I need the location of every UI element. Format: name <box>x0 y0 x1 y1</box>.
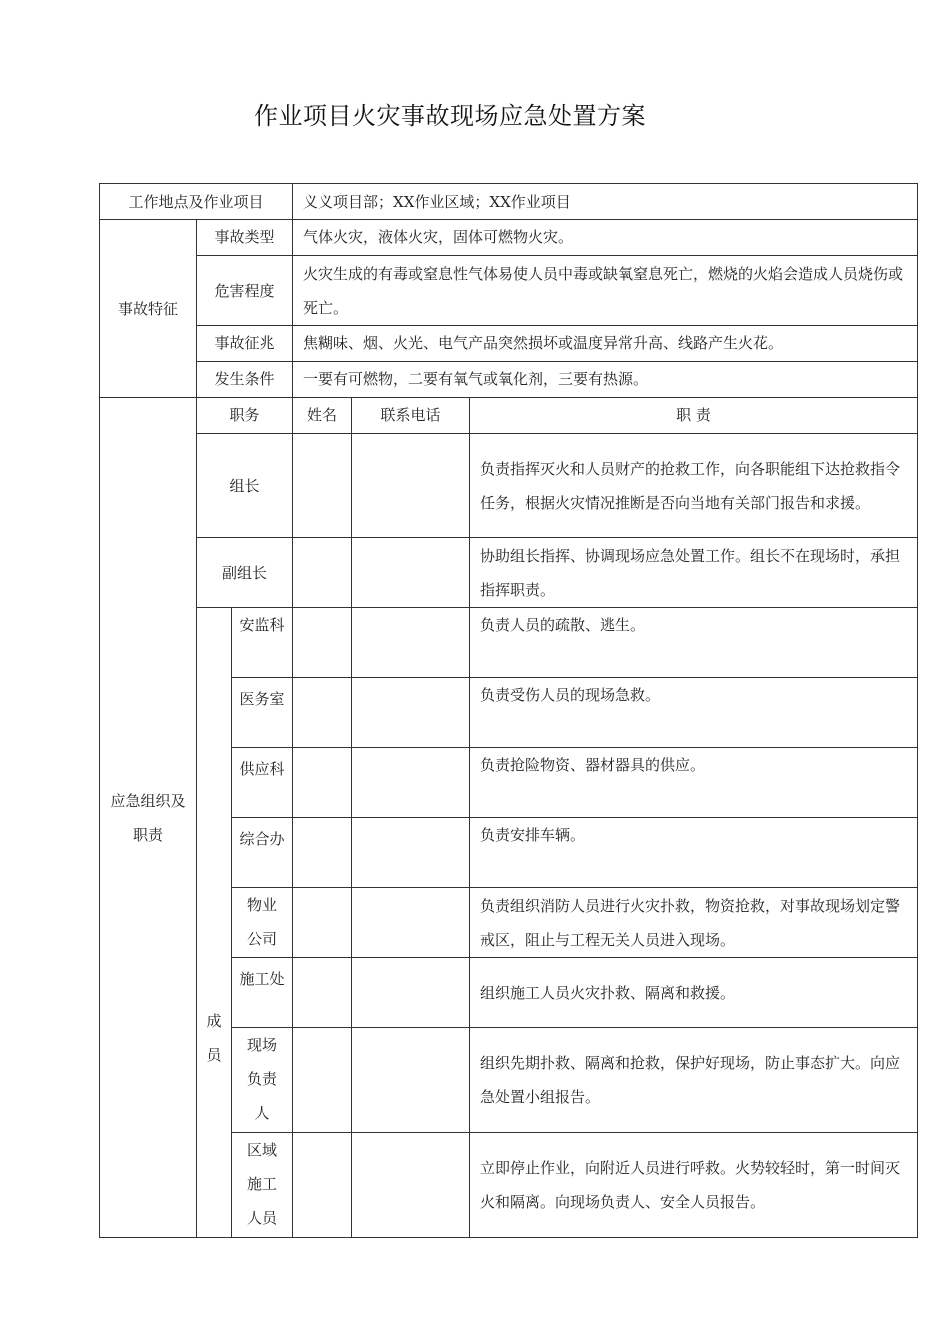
header-phone: 联系电话 <box>352 398 470 434</box>
header-name: 姓名 <box>293 398 352 434</box>
conditions-label: 发生条件 <box>197 362 293 398</box>
member-role: 综合办 <box>232 818 293 888</box>
member-role-line: 物业 <box>247 896 278 914</box>
member-role: 医务室 <box>232 678 293 748</box>
accident-signs-value: 焦糊味、烟、火光、电气产品突然损坏或温度异常升高、线路产生火花。 <box>293 326 918 362</box>
leader-phone-cell <box>352 434 470 538</box>
accident-row <box>100 220 918 256</box>
member-duty: 负责组织消防人员进行火灾扑救，物资抢救，对事故现场划定警戒区，阻止与工程无关人员进入现场。 <box>470 888 918 958</box>
emergency-plan-table <box>99 183 918 1238</box>
leader-duty: 负责指挥灭火和人员财产的抢救工作，向各职能组下达抢救指令任务，根据火灾情况推断是否向当地有关部门报告和求援。 <box>470 434 918 538</box>
member-name-cell <box>293 1133 352 1238</box>
deputy-role: 副组长 <box>197 538 293 608</box>
member-role-line: 区域 <box>247 1141 278 1159</box>
member-phone-cell <box>352 818 470 888</box>
member-phone-cell <box>352 1028 470 1133</box>
location-label: 工作地点及作业项目 <box>100 184 293 220</box>
org-label-line1: 应急组织及 <box>110 791 186 810</box>
member-phone-cell <box>352 888 470 958</box>
member-role: 供应科 <box>232 748 293 818</box>
member-phone-cell <box>352 748 470 818</box>
member-role-line: 人员 <box>247 1209 278 1227</box>
member-duty: 负责受伤人员的现场急救。 <box>470 678 918 748</box>
conditions-value: 一要有可燃物，二要有氧气或氧化剂，三要有热源。 <box>293 362 918 398</box>
deputy-phone-cell <box>352 538 470 608</box>
member-name-cell <box>293 888 352 958</box>
accident-row <box>100 326 918 362</box>
member-name-cell <box>293 1028 352 1133</box>
deputy-name-cell <box>293 538 352 608</box>
members-label-char: 员 <box>206 1045 222 1064</box>
member-role <box>232 888 293 958</box>
member-role <box>232 1028 293 1133</box>
member-role: 施工处 <box>232 958 293 1028</box>
leader-row <box>100 434 918 538</box>
member-role-line: 施工 <box>247 1175 278 1193</box>
members-label-char: 成 <box>206 1011 222 1030</box>
member-phone-cell <box>352 608 470 678</box>
header-duty: 职 责 <box>470 398 918 434</box>
member-phone-cell <box>352 1133 470 1238</box>
member-role-line: 人 <box>254 1104 270 1122</box>
member-name-cell <box>293 748 352 818</box>
member-duty: 负责抢险物资、器材器具的供应。 <box>470 748 918 818</box>
accident-features-label: 事故特征 <box>100 220 197 398</box>
member-role-line: 公司 <box>247 930 278 948</box>
location-row <box>100 184 918 220</box>
accident-type-label: 事故类型 <box>197 220 293 256</box>
hazard-level-value: 火灾生成的有毒或窒息性气体易使人员中毒或缺氧窒息死亡，燃烧的火焰会造成人员烧伤或死亡。 <box>293 256 918 326</box>
hazard-level-label: 危害程度 <box>197 256 293 326</box>
member-duty: 组织先期扑救、隔离和抢救，保护好现场，防止事态扩大。向应急处置小组报告。 <box>470 1028 918 1133</box>
member-duty: 负责安排车辆。 <box>470 818 918 888</box>
member-role: 安监科 <box>232 608 293 678</box>
accident-row <box>100 256 918 326</box>
leader-role: 组长 <box>197 434 293 538</box>
accident-row <box>100 362 918 398</box>
member-role <box>232 1133 293 1238</box>
leader-name-cell <box>293 434 352 538</box>
org-label <box>100 398 197 1238</box>
deputy-duty: 协助组长指挥、协调现场应急处置工作。组长不在现场时，承担指挥职责。 <box>470 538 918 608</box>
member-role-line: 负责 <box>247 1070 278 1088</box>
member-name-cell <box>293 608 352 678</box>
member-name-cell <box>293 678 352 748</box>
member-phone-cell <box>352 958 470 1028</box>
member-duty: 负责人员的疏散、逃生。 <box>470 608 918 678</box>
member-role-line: 现场 <box>247 1036 278 1054</box>
member-duty: 组织施工人员火灾扑救、隔离和救援。 <box>470 958 918 1028</box>
org-label-line2: 职责 <box>132 825 163 844</box>
org-header-row <box>100 398 918 434</box>
header-role: 职务 <box>197 398 293 434</box>
location-value: 义义项目部；XX作业区域；XX作业项目 <box>293 184 918 220</box>
members-label <box>197 608 232 1238</box>
member-duty: 立即停止作业，向附近人员进行呼救。火势较轻时，第一时间灭火和隔离。向现场负责人、安全人员报告。 <box>470 1133 918 1238</box>
document-title: 作业项目火灾事故现场应急处置方案 <box>254 102 646 130</box>
member-name-cell <box>293 818 352 888</box>
accident-type-value: 气体火灾，液体火灾，固体可燃物火灾。 <box>293 220 918 256</box>
member-name-cell <box>293 958 352 1028</box>
deputy-row <box>100 538 918 608</box>
accident-signs-label: 事故征兆 <box>197 326 293 362</box>
member-row <box>100 608 918 678</box>
member-phone-cell <box>352 678 470 748</box>
